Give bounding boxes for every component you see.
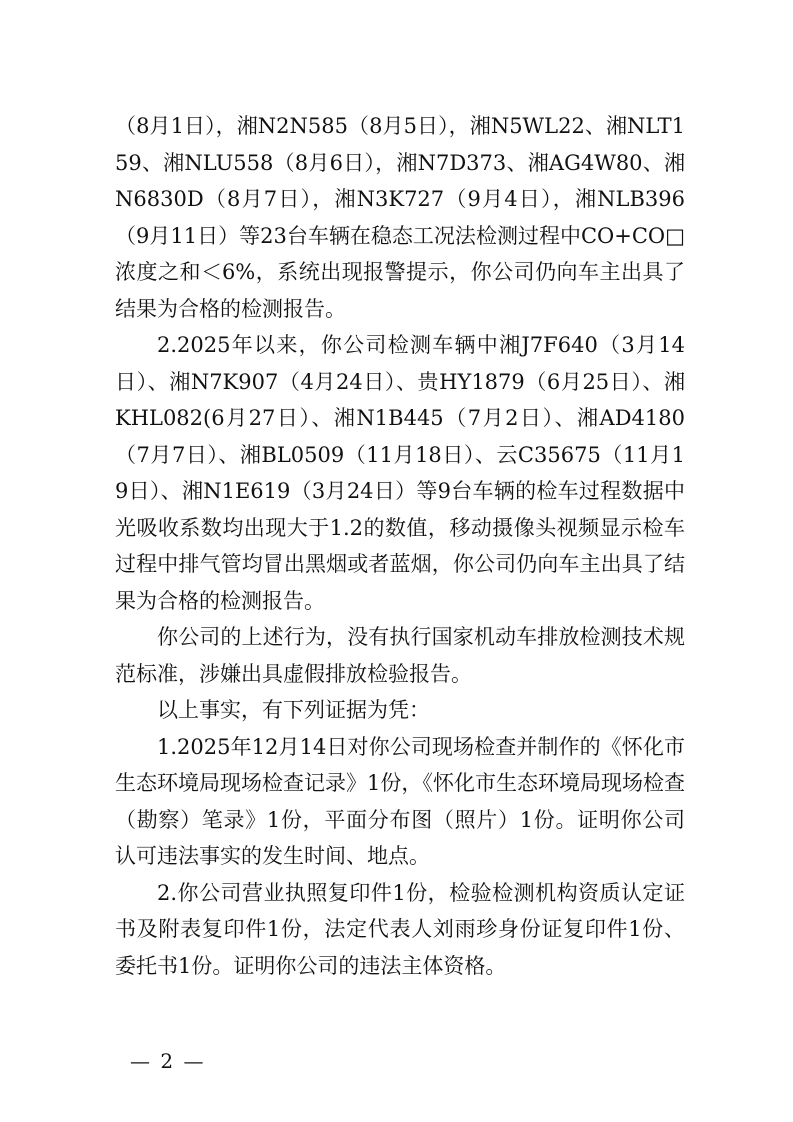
paragraph-evidence-intro: 以上事实，有下列证据为凭： xyxy=(157,698,430,722)
paragraph-conclusion: 你公司的上述行为，没有执行国家机动车排放检测技术规范标准，涉嫌出具虚假排放检验报告。 xyxy=(115,625,685,686)
page-number: — 2 — xyxy=(130,1049,206,1073)
document-body xyxy=(115,108,685,984)
paragraph-evidence-1: 1.2025年12月14日对你公司现场检查并制作的《怀化市生态环境局现场检查记录》1份，《怀化市生态环境局现场检查（勘察）笔录》1份，平面分布图（照片）1份。证明你公司认可违法事实的发生时间、地点。 xyxy=(115,734,685,868)
paragraph-continued-vehicle-list: （8月1日），湘N2N585（8月5日），湘N5WL22、湘NLT159、湘NLU558（8月6日），湘N7D373、湘AG4W80、湘N6830D（8月7日），湘N3K727（9月4日），湘NLB396（9月11日）等23台车辆在稳态工况法检测过程中CO+CO□浓度之和＜6%，系统出现报警提示，你公司仍向车主出具了结果为合格的检测报告。 xyxy=(115,114,685,321)
paragraph-item-2-opacity-readings: 2.2025年以来，你公司检测车辆中湘J7F640（3月14日）、湘N7K907（4月24日）、贵HY1879（6月25日）、湘KHL082(6月27日）、湘N1B445（7月2日）、湘AD4180（7月7日）、湘BL0509（11月18日）、云C35675（11月19日）、湘N1E619（3月24日）等9台车辆的检车过程数据中光吸收系数均出现大于1.2的数值，移动摄像头视频显示检车过程中排气管均冒出黑烟或者蓝烟，你公司仍向车主出具了结果为合格的检测报告。 xyxy=(115,333,685,613)
paragraph-evidence-2: 2.你公司营业执照复印件1份，检验检测机构资质认定证书及附表复印件1份，法定代表人刘雨珍身份证复印件1份、委托书1份。证明你公司的违法主体资格。 xyxy=(115,880,685,978)
